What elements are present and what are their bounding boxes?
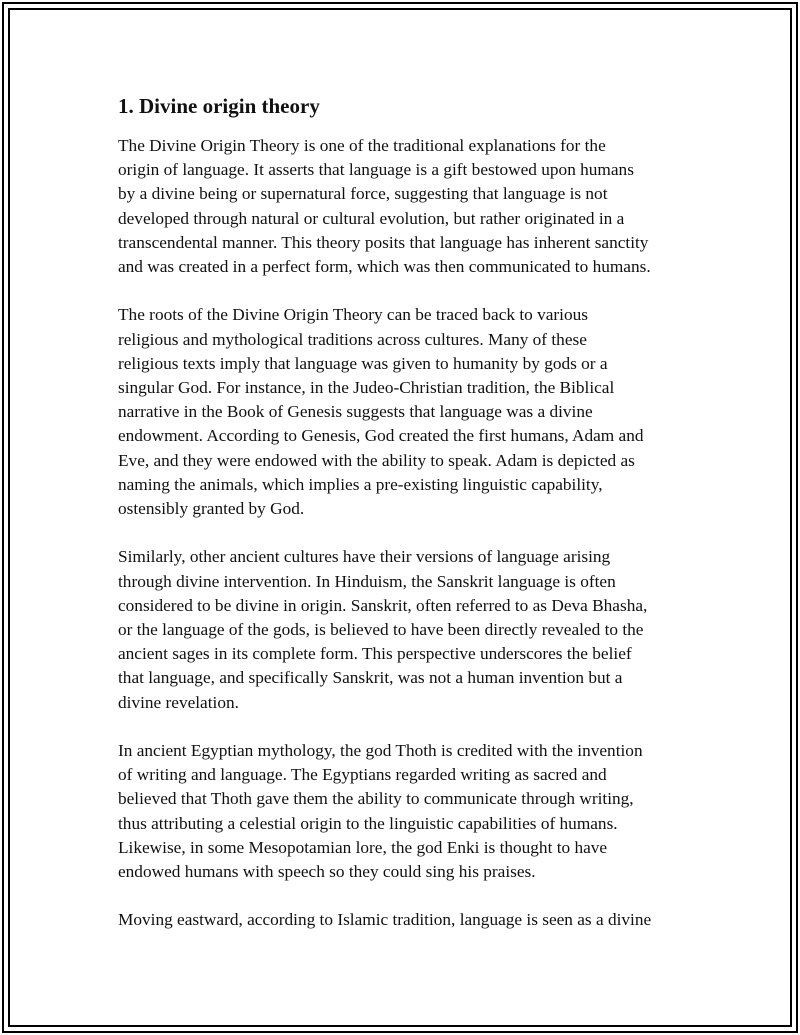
text-line: considered to be divine in origin. Sanskrit, often referred to as Deva Bhasha, — [118, 595, 648, 615]
text-line: through divine intervention. In Hinduism, the Sanskrit language is often — [118, 571, 616, 591]
text-line: thus attributing a celestial origin to the linguistic capabilities of humans. — [118, 813, 618, 833]
text-line: endowment. According to Genesis, God created the first humans, Adam and — [118, 426, 644, 446]
document-body — [118, 92, 693, 957]
paragraph-4 — [118, 739, 693, 884]
text-line: naming the animals, which implies a pre-existing linguistic capability, — [118, 474, 603, 494]
text-line: The roots of the Divine Origin Theory can be traced back to various — [118, 305, 588, 325]
text-line: or the language of the gods, is believed to have been directly revealed to the — [118, 620, 644, 640]
text-line: narrative in the Book of Genesis suggests that language was a divine — [118, 402, 593, 422]
text-line: endowed humans with speech so they could sing his praises. — [118, 862, 536, 882]
text-line: The Divine Origin Theory is one of the traditional explanations for the — [118, 136, 606, 155]
text-line: believed that Thoth gave them the ability to communicate through writing, — [118, 789, 634, 809]
text-line: singular God. For instance, in the Judeo-Christian tradition, the Biblical — [118, 378, 615, 398]
text-line: transcendental manner. This theory posits that language has inherent sanctity — [118, 232, 649, 252]
text-line: developed through natural or cultural evolution, but rather originated in a — [118, 208, 625, 228]
paragraph-3 — [118, 545, 693, 714]
text-line: ostensibly granted by God. — [118, 499, 305, 519]
text-line: origin of language. It asserts that language is a gift bestowed upon humans — [118, 160, 634, 180]
text-line: Similarly, other ancient cultures have their versions of language arising — [118, 547, 611, 567]
text-line: religious and mythological traditions across cultures. Many of these — [118, 329, 587, 349]
text-line: ancient sages in its complete form. This perspective underscores the belief — [118, 644, 632, 664]
text-line: by a divine being or supernatural force, suggesting that language is not — [118, 184, 608, 204]
paragraph-2 — [118, 303, 693, 521]
text-line: divine revelation. — [118, 692, 239, 712]
text-line: In ancient Egyptian mythology, the god Thoth is credited with the invention — [118, 741, 643, 761]
paragraph-1 — [118, 134, 693, 279]
text-line: that language, and specifically Sanskrit, was not a human invention but a — [118, 668, 623, 688]
text-line: Eve, and they were endowed with the ability to speak. Adam is depicted as — [118, 450, 635, 470]
text-line: and was created in a perfect form, which was then communicated to humans. — [118, 257, 651, 277]
paragraph-5 — [118, 908, 693, 932]
text-line: religious texts imply that language was given to humanity by gods or a — [118, 353, 608, 373]
text-line: of writing and language. The Egyptians regarded writing as sacred and — [118, 765, 607, 785]
text-line: Likewise, in some Mesopotamian lore, the god Enki is thought to have — [118, 837, 608, 857]
text-line: Moving eastward, according to Islamic tradition, language is seen as a divine — [118, 910, 652, 930]
section-heading: 1. Divine origin theory — [118, 94, 320, 118]
